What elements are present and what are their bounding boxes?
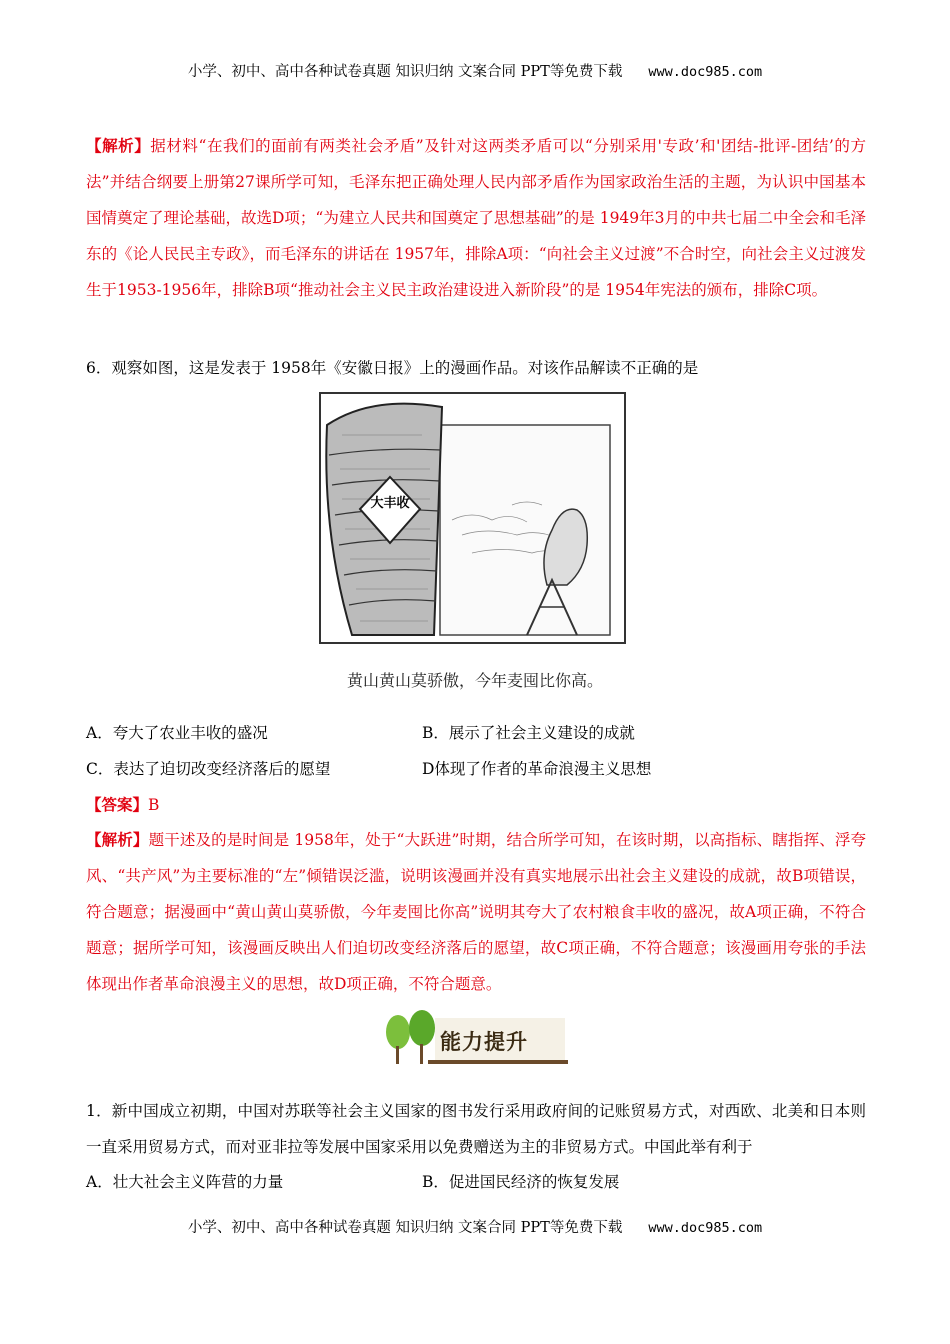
footer-text: 小学、初中、高中各种试卷真题 知识归纳 文案合同 PPT等免费下载 (187, 1220, 623, 1236)
answer-tag: 【答案】 (86, 795, 149, 814)
option-d: D体现了作者的革命浪漫主义思想 (422, 760, 652, 778)
cartoon-caption: 黄山黄山莫骄傲，今年麦囤比你高。 (346, 671, 603, 690)
answer-line (86, 787, 159, 823)
analysis-body: 题干述及的是时间是 1958年，处于“大跃进”时期，结合所学可知，在该时期，以高指标、瞎指挥、浮夸风、“共产风”为主要标准的“左”倾错误泛滥，说明该漫画并没有真实地展示出社会主义建设的成就，故B项错误，符合题意；据漫画中“黄山黄山莫骄傲，今年麦囤比你高”说明其夸大了农村粮食丰收的盛况，故A项正确，不符合题意；据所学可知，该漫画反映出人们迫切改变经济落后的愿望，故C项正确，不符合题意；该漫画用夸张的手法体现出作者革命浪漫主义的思想，故D项正确，不符合题意。 (86, 831, 866, 993)
analysis-tag: 【解析】 (86, 136, 151, 155)
analysis-paragraph-1 (86, 128, 866, 308)
option-c: C．表达了迫切改变经济落后的愿望 (86, 760, 331, 778)
q1-option-b: B．促进国民经济的恢复发展 (422, 1173, 620, 1191)
page-header (0, 60, 950, 81)
section-banner (380, 1010, 570, 1068)
question-1-stem: 1．新中国成立初期，中国对苏联等社会主义国家的图书发行采用政府间的记账贸易方式，对西欧、北美和日本则一直采用贸易方式，而对亚非拉等发展中国家采用以免费赠送为主的非贸易方式。中国此举有利于 (86, 1102, 866, 1156)
header-text: 小学、初中、高中各种试卷真题 知识归纳 文案合同 PPT等免费下载 (187, 64, 623, 80)
option-b: B．展示了社会主义建设的成就 (422, 724, 635, 742)
analysis-tag: 【解析】 (86, 830, 149, 849)
q1-option-a: A．壮大社会主义阵营的力量 (86, 1173, 284, 1191)
page-footer (0, 1216, 950, 1237)
header-url[interactable]: www.doc985.com (648, 64, 763, 80)
harvest-sign-label: 大丰收 (370, 496, 410, 511)
analysis-paragraph-2 (86, 822, 866, 1002)
section-title: 能力提升 (440, 1030, 528, 1054)
cartoon-illustration (312, 385, 634, 650)
cartoon-figure (312, 385, 634, 650)
answer-value: B (148, 796, 160, 814)
analysis-body: 据材料“在我们的面前有两类社会矛盾”及针对这两类矛盾可以“分别采用'专政’和'团结-批评-团结’的方法”并结合纲要上册第27课所学可知，毛泽东把正确处理人民内部矛盾作为国家政治生活的主题，为认识中国基本国情奠定了理论基础，故选D项；“为建立人民共和国奠定了思想基础”的是 1949年3月的中共七届二中全会和毛泽东的《论人民民主专政》，而毛泽东的讲话在 1957年，排除A项：“向社会主义过渡”不合时空，向社会主义过渡发生于1953-1956年，排除B项“推动社会主义民主政治建设进入新阶段”的是 1954年宪法的颁布，排除C项。 (86, 137, 867, 299)
footer-url[interactable]: www.doc985.com (648, 1220, 763, 1236)
question-6-stem: 6．观察如图，这是发表于 1958年《安徽日报》上的漫画作品。对该作品解读不正确的是 (86, 359, 699, 377)
option-a: A．夸大了农业丰收的盛况 (86, 724, 268, 742)
